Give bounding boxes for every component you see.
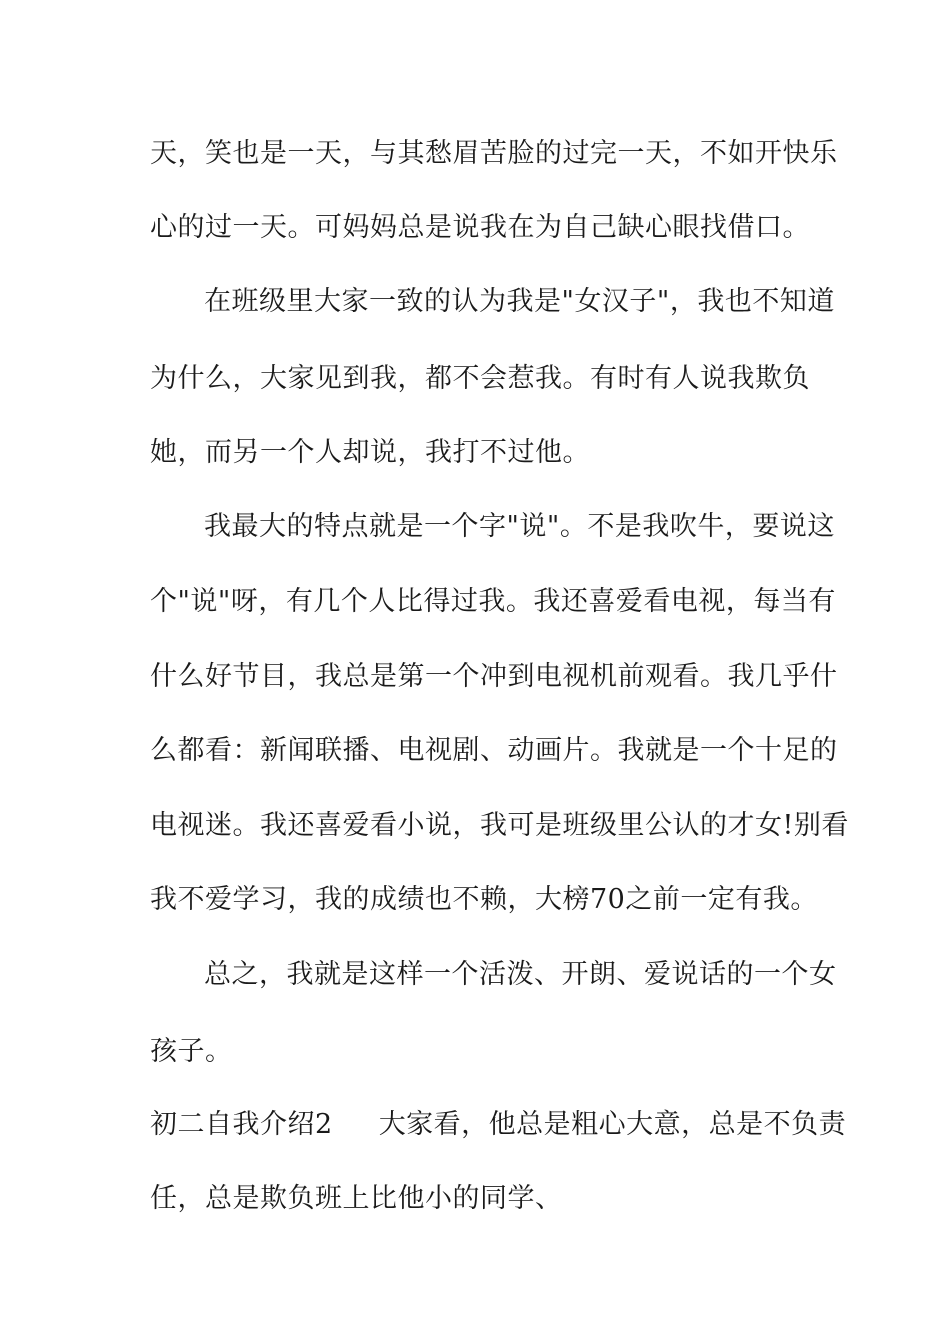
text-line-12: 总之，我就是这样一个活泼、开朗、爱说话的一个女 (204, 959, 837, 990)
section-title: 初二自我介绍2 (150, 1109, 333, 1140)
section-first-line: 大家看，他总是粗心大意，总是不负责 (378, 1109, 847, 1140)
text-line-3: 在班级里大家一致的认为我是"女汉子"，我也不知道 (204, 286, 835, 317)
text-line-11: 我不爱学习，我的成绩也不赖，大榜70之前一定有我。 (150, 884, 818, 915)
text-line-5: 她，而另一个人却说，我打不过他。 (150, 437, 590, 468)
text-line-6: 我最大的特点就是一个字"说"。不是我吹牛，要说这 (204, 511, 835, 542)
section-last-line: 任，总是欺负班上比他小的同学、 (150, 1183, 563, 1214)
text-line-10: 电视迷。我还喜爱看小说，我可是班级里公认的才女!别看 (150, 810, 849, 841)
text-line-8: 什么好节目，我总是第一个冲到电视机前观看。我几乎什 (150, 661, 838, 692)
text-line-7: 个"说"呀，有几个人比得过我。我还喜爱看电视，每当有 (150, 586, 836, 617)
text-line-4: 为什么，大家见到我，都不会惹我。有时有人说我欺负 (150, 363, 810, 394)
text-line-2: 心的过一天。可妈妈总是说我在为自己缺心眼找借口。 (150, 212, 810, 243)
text-line-9: 么都看：新闻联播、电视剧、动画片。我就是一个十足的 (150, 735, 838, 766)
text-line-13: 孩子。 (150, 1036, 233, 1067)
text-line-1: 天，笑也是一天，与其愁眉苦脸的过完一天，不如开快乐 (150, 138, 838, 169)
section-heading-line (150, 1108, 846, 1142)
